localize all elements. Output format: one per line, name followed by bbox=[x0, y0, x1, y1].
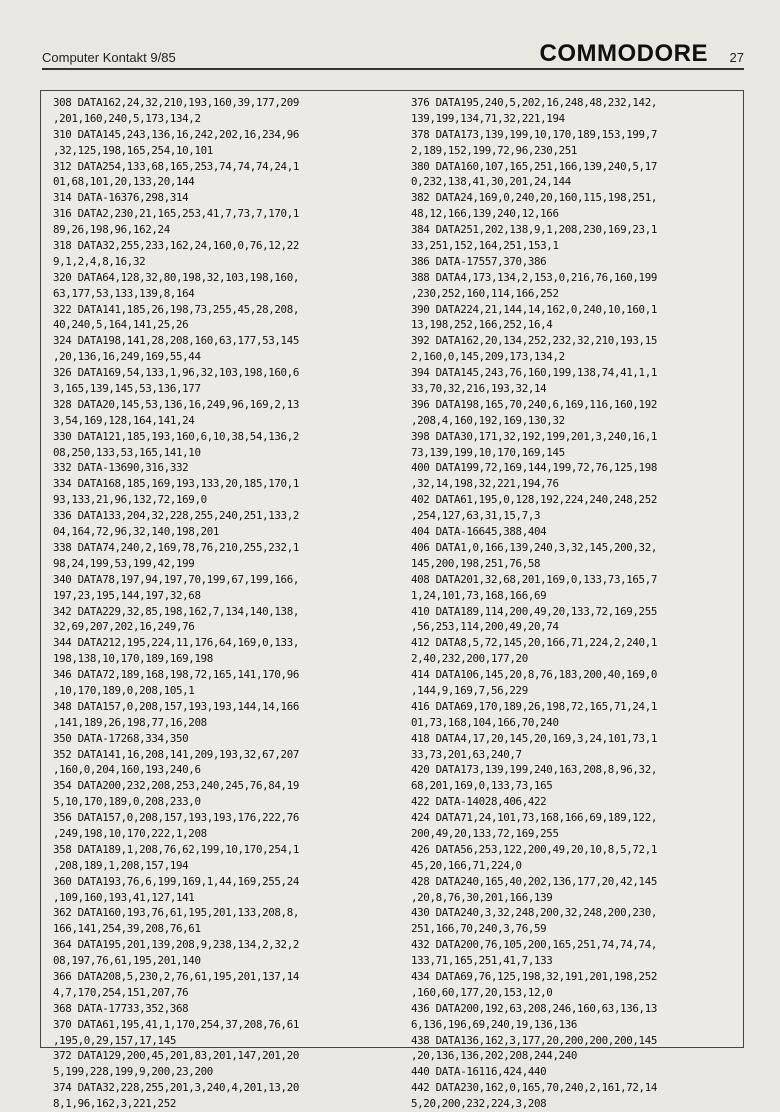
listing-line: 1,24,101,73,168,166,69 bbox=[411, 588, 547, 602]
listing-line: 372 DATA129,200,45,201,83,201,147,201,20 bbox=[53, 1049, 300, 1063]
listing-line: 440 DATA-16116,424,440 bbox=[411, 1065, 547, 1079]
listing-line: 308 DATA162,24,32,210,193,160,39,177,209 bbox=[53, 96, 300, 109]
listing-line: ,20,8,76,30,201,166,139 bbox=[411, 890, 553, 904]
listing-line: 356 DATA157,0,208,157,193,193,176,222,76 bbox=[53, 811, 300, 825]
listing-line: 378 DATA173,139,199,10,170,189,153,199,7 bbox=[411, 127, 658, 141]
listing-line: ,230,252,160,114,166,252 bbox=[411, 286, 559, 300]
listing-line: 310 DATA145,243,136,16,242,202,16,234,96 bbox=[53, 127, 300, 141]
listing-line: 89,26,198,96,162,24 bbox=[53, 223, 170, 237]
listing-line: 442 DATA230,162,0,165,70,240,2,161,72,14 bbox=[411, 1081, 658, 1095]
listing-line: 392 DATA162,20,134,252,232,32,210,193,15 bbox=[411, 334, 658, 348]
listing-line: ,201,160,240,5,173,134,2 bbox=[53, 111, 201, 125]
listing-line: 332 DATA-13690,316,332 bbox=[53, 461, 189, 475]
listing-line: 428 DATA240,165,40,202,136,177,20,42,145 bbox=[411, 874, 658, 888]
listing-line: 386 DATA-17557,370,386 bbox=[411, 254, 547, 268]
program-listing bbox=[40, 90, 744, 1111]
listing-line: 08,250,133,53,165,141,10 bbox=[53, 445, 201, 459]
listing-line: 93,133,21,96,132,72,169,0 bbox=[53, 493, 207, 507]
listing-line: 400 DATA199,72,169,144,199,72,76,125,198 bbox=[411, 461, 658, 475]
listing-line: 406 DATA1,0,166,139,240,3,32,145,200,32, bbox=[411, 540, 658, 554]
listing-line: 13,198,252,166,252,16,4 bbox=[411, 318, 553, 332]
listing-line: 376 DATA195,240,5,202,16,248,48,232,142, bbox=[411, 96, 658, 109]
listing-line: 380 DATA160,107,165,251,166,139,240,5,17 bbox=[411, 159, 658, 173]
listing-line: 145,200,198,251,76,58 bbox=[411, 556, 541, 570]
listing-line: 316 DATA2,230,21,165,253,41,7,73,7,170,1 bbox=[53, 207, 300, 221]
listing-line: 382 DATA24,169,0,240,20,160,115,198,251, bbox=[411, 191, 658, 205]
listing-line: 33,251,152,164,251,153,1 bbox=[411, 239, 559, 253]
listing-line: 01,73,168,104,166,70,240 bbox=[411, 715, 559, 729]
listing-line: 2,160,0,145,209,173,134,2 bbox=[411, 350, 565, 364]
listing-line: 322 DATA141,185,26,198,73,255,45,28,208, bbox=[53, 302, 300, 316]
listing-line: 422 DATA-14028,406,422 bbox=[411, 795, 547, 809]
listing-line: 8,1,96,162,3,221,252 bbox=[53, 1097, 177, 1111]
listing-line: 98,24,199,53,199,42,199 bbox=[53, 556, 195, 570]
listing-line: ,32,125,198,165,254,10,101 bbox=[53, 143, 213, 157]
listing-line: ,20,136,16,249,169,55,44 bbox=[53, 350, 201, 364]
listing-line: 348 DATA157,0,208,157,193,193,144,14,166 bbox=[53, 699, 300, 713]
listing-line: ,20,136,136,202,208,244,240 bbox=[411, 1049, 578, 1063]
listing-line: 73,139,199,10,170,169,145 bbox=[411, 445, 565, 459]
listing-line: 344 DATA212,195,224,11,176,64,169,0,133, bbox=[53, 636, 300, 650]
page-number: 27 bbox=[729, 50, 744, 65]
listing-line: ,160,0,204,160,193,240,6 bbox=[53, 763, 201, 777]
listing-line: 324 DATA198,141,28,208,160,63,177,53,145 bbox=[53, 334, 300, 348]
listing-line: 410 DATA189,114,200,49,20,133,72,169,255 bbox=[411, 604, 658, 618]
listing-line: 312 DATA254,133,68,165,253,74,74,74,24,1 bbox=[53, 159, 300, 173]
listing-line: 5,20,200,232,224,3,208 bbox=[411, 1097, 547, 1111]
listing-line: 330 DATA121,185,193,160,6,10,38,54,136,2 bbox=[53, 429, 300, 443]
listing-line: 366 DATA208,5,230,2,76,61,195,201,137,14 bbox=[53, 969, 300, 983]
listing-line: 438 DATA136,162,3,177,20,200,200,200,145 bbox=[411, 1033, 658, 1047]
listing-line: 33,70,32,216,193,32,14 bbox=[411, 382, 547, 396]
listing-line: 404 DATA-16645,388,404 bbox=[411, 525, 547, 539]
listing-line: 200,49,20,133,72,169,255 bbox=[411, 826, 559, 840]
listing-line: 314 DATA-16376,298,314 bbox=[53, 191, 189, 205]
listing-line: 4,7,170,254,151,207,76 bbox=[53, 985, 189, 999]
listing-line: 198,138,10,170,189,169,198 bbox=[53, 652, 213, 666]
listing-line: 166,141,254,39,208,76,61 bbox=[53, 922, 201, 936]
listing-line: 436 DATA200,192,63,208,246,160,63,136,13 bbox=[411, 1001, 658, 1015]
listing-line: 418 DATA4,17,20,145,20,169,3,24,101,73,1 bbox=[411, 731, 658, 745]
listing-line: 430 DATA240,3,32,248,200,32,248,200,230, bbox=[411, 906, 658, 920]
listing-line: 336 DATA133,204,32,228,255,240,251,133,2 bbox=[53, 509, 300, 523]
listing-line: 416 DATA69,170,189,26,198,72,165,71,24,1 bbox=[411, 699, 658, 713]
listing-line: 3,165,139,145,53,136,177 bbox=[53, 382, 201, 396]
listing-line: 434 DATA69,76,125,198,32,191,201,198,252 bbox=[411, 969, 658, 983]
listing-line: 390 DATA224,21,144,14,162,0,240,10,160,1 bbox=[411, 302, 658, 316]
listing-line: 374 DATA32,228,255,201,3,240,4,201,13,20 bbox=[53, 1081, 300, 1095]
listing-line: 350 DATA-17268,334,350 bbox=[53, 731, 189, 745]
listing-line: 368 DATA-17733,352,368 bbox=[53, 1001, 189, 1015]
listing-line: 6,136,196,69,240,19,136,136 bbox=[411, 1017, 578, 1031]
listing-column-left bbox=[53, 95, 397, 1112]
section-title: COMMODORE bbox=[539, 40, 708, 67]
listing-line: 412 DATA8,5,72,145,20,166,71,224,2,240,1 bbox=[411, 636, 658, 650]
listing-line: ,208,4,160,192,169,130,32 bbox=[411, 413, 565, 427]
page-header bbox=[42, 38, 744, 70]
listing-line: 354 DATA200,232,208,253,240,245,76,84,19 bbox=[53, 779, 300, 793]
listing-line: 426 DATA56,253,122,200,49,20,10,8,5,72,1 bbox=[411, 842, 658, 856]
listing-line: 45,20,166,71,224,0 bbox=[411, 858, 522, 872]
listing-line: 352 DATA141,16,208,141,209,193,32,67,207 bbox=[53, 747, 300, 761]
listing-line: 342 DATA229,32,85,198,162,7,134,140,138, bbox=[53, 604, 300, 618]
listing-line: 388 DATA4,173,134,2,153,0,216,76,160,199 bbox=[411, 270, 658, 284]
listing-line: 398 DATA30,171,32,192,199,201,3,240,16,1 bbox=[411, 429, 658, 443]
listing-line: 9,1,2,4,8,16,32 bbox=[53, 254, 146, 268]
listing-line: 384 DATA251,202,138,9,1,208,230,169,23,1 bbox=[411, 223, 658, 237]
listing-line: ,195,0,29,157,17,145 bbox=[53, 1033, 177, 1047]
listing-line: 5,10,170,189,0,208,233,0 bbox=[53, 795, 201, 809]
listing-line: 402 DATA61,195,0,128,192,224,240,248,252 bbox=[411, 493, 658, 507]
listing-line: 328 DATA20,145,53,136,16,249,96,169,2,13 bbox=[53, 397, 300, 411]
listing-line: 318 DATA32,255,233,162,24,160,0,76,12,22 bbox=[53, 239, 300, 253]
listing-line: 360 DATA193,76,6,199,169,1,44,169,255,24 bbox=[53, 874, 300, 888]
listing-line: 2,40,232,200,177,20 bbox=[411, 652, 528, 666]
listing-line: 5,199,228,199,9,200,23,200 bbox=[53, 1065, 213, 1079]
listing-line: 414 DATA106,145,20,8,76,183,200,40,169,0 bbox=[411, 668, 658, 682]
listing-line: ,254,127,63,31,15,7,3 bbox=[411, 509, 541, 523]
listing-line: ,56,253,114,200,49,20,74 bbox=[411, 620, 559, 634]
listing-line: 68,201,169,0,133,73,165 bbox=[411, 779, 553, 793]
listing-line: 362 DATA160,193,76,61,195,201,133,208,8, bbox=[53, 906, 300, 920]
listing-line: 432 DATA200,76,105,200,165,251,74,74,74, bbox=[411, 938, 658, 952]
listing-line: 358 DATA189,1,208,76,62,199,10,170,254,1 bbox=[53, 842, 300, 856]
listing-line: 32,69,207,202,16,249,76 bbox=[53, 620, 195, 634]
listing-line: ,208,189,1,208,157,194 bbox=[53, 858, 189, 872]
listing-line: 370 DATA61,195,41,1,170,254,37,208,76,61 bbox=[53, 1017, 300, 1031]
listing-line: ,109,160,193,41,127,141 bbox=[53, 890, 195, 904]
listing-line: 40,240,5,164,141,25,26 bbox=[53, 318, 189, 332]
listing-line: 364 DATA195,201,139,208,9,238,134,2,32,2 bbox=[53, 938, 300, 952]
listing-line: 408 DATA201,32,68,201,169,0,133,73,165,7 bbox=[411, 572, 658, 586]
listing-line: 396 DATA198,165,70,240,6,169,116,160,192 bbox=[411, 397, 658, 411]
magazine-issue: Computer Kontakt 9/85 bbox=[42, 50, 176, 65]
listing-line: ,144,9,169,7,56,229 bbox=[411, 683, 528, 697]
listing-line: 340 DATA78,197,94,197,70,199,67,199,166, bbox=[53, 572, 300, 586]
listing-line: 334 DATA168,185,169,193,133,20,185,170,1 bbox=[53, 477, 300, 491]
listing-line: 139,199,134,71,32,221,194 bbox=[411, 111, 565, 125]
listing-line: 0,232,138,41,30,201,24,144 bbox=[411, 175, 571, 189]
listing-line: 326 DATA169,54,133,1,96,32,103,198,160,6 bbox=[53, 366, 300, 380]
listing-line: 424 DATA71,24,101,73,168,166,69,189,122, bbox=[411, 811, 658, 825]
listing-line: 04,164,72,96,32,140,198,201 bbox=[53, 525, 220, 539]
listing-line: 320 DATA64,128,32,80,198,32,103,198,160, bbox=[53, 270, 300, 284]
listing-line: 33,73,201,63,240,7 bbox=[411, 747, 522, 761]
listing-line: ,32,14,198,32,221,194,76 bbox=[411, 477, 559, 491]
listing-line: 338 DATA74,240,2,169,78,76,210,255,232,1 bbox=[53, 540, 300, 554]
listing-line: 346 DATA72,189,168,198,72,165,141,170,96 bbox=[53, 668, 300, 682]
listing-line: 63,177,53,133,139,8,164 bbox=[53, 286, 195, 300]
listing-line: 3,54,169,128,164,141,24 bbox=[53, 413, 195, 427]
listing-line: 2,189,152,199,72,96,230,251 bbox=[411, 143, 578, 157]
listing-line: 48,12,166,139,240,12,166 bbox=[411, 207, 559, 221]
listing-line: ,160,60,177,20,153,12,0 bbox=[411, 985, 553, 999]
listing-line: 133,71,165,251,41,7,133 bbox=[411, 954, 553, 968]
listing-line: 08,197,76,61,195,201,140 bbox=[53, 954, 201, 968]
listing-line: ,141,189,26,198,77,16,208 bbox=[53, 715, 207, 729]
listing-line: 420 DATA173,139,199,240,163,208,8,96,32, bbox=[411, 763, 658, 777]
listing-line: 01,68,101,20,133,20,144 bbox=[53, 175, 195, 189]
listing-column-right bbox=[411, 95, 755, 1112]
listing-line: 197,23,195,144,197,32,68 bbox=[53, 588, 201, 602]
listing-line: ,249,198,10,170,222,1,208 bbox=[53, 826, 207, 840]
listing-line: ,10,170,189,0,208,105,1 bbox=[53, 683, 195, 697]
listing-line: 251,166,70,240,3,76,59 bbox=[411, 922, 547, 936]
listing-line: 394 DATA145,243,76,160,199,138,74,41,1,1 bbox=[411, 366, 658, 380]
